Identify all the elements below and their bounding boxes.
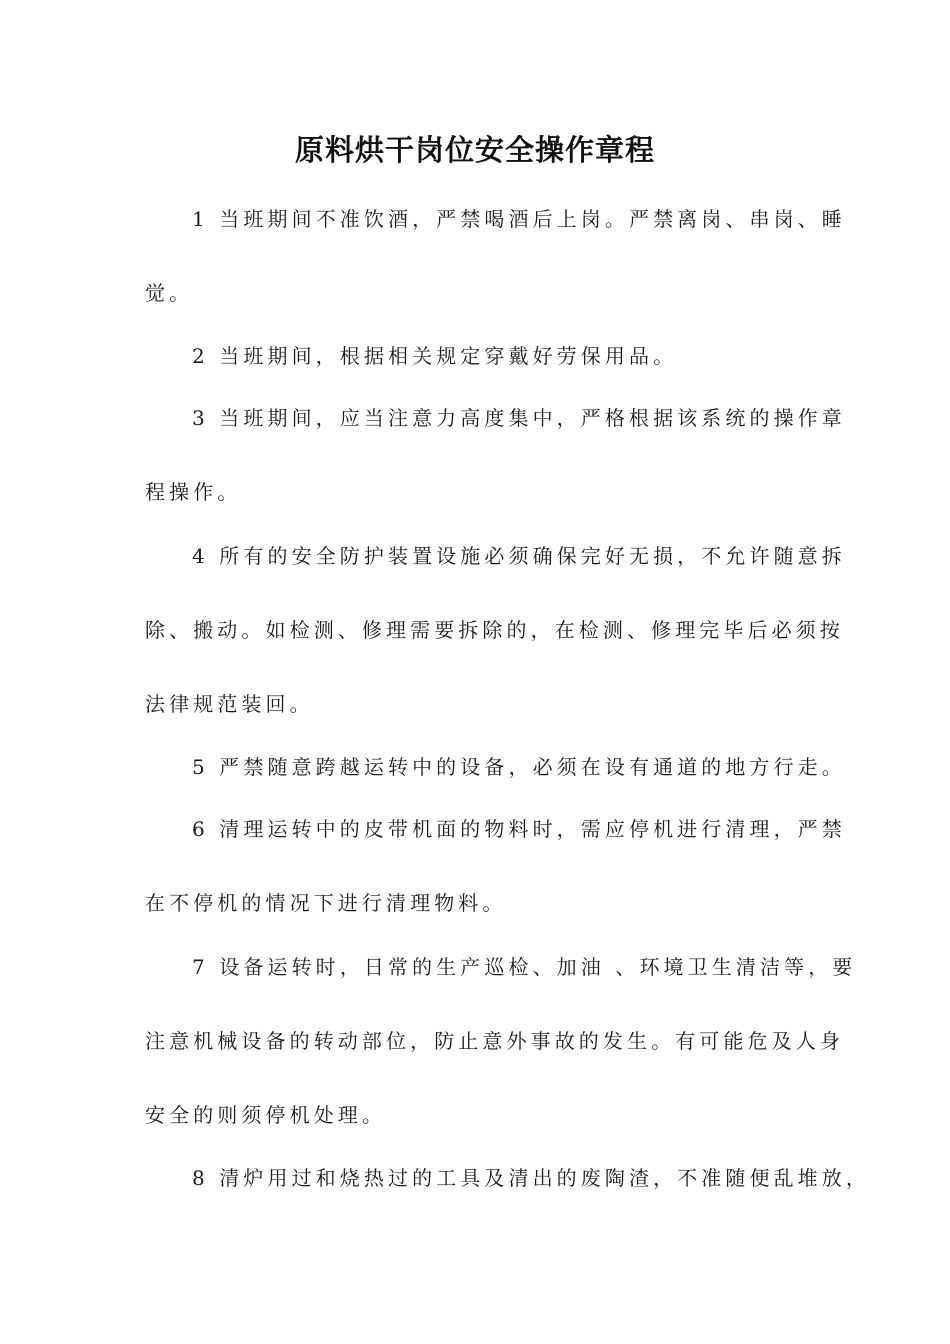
- rule-8-line-1: 8 清炉用过和烧热过的工具及清出的废陶渣，不准随便乱堆放，: [192, 1166, 870, 1190]
- rule-4-line-1: 4 所有的安全防护装置设施必须确保完好无损，不允许随意拆: [192, 544, 846, 568]
- rule-7-line-1: 7 设备运转时，日常的生产巡检、加油 、环境卫生清洁等，要: [192, 955, 857, 979]
- rule-1-line-1: 1 当班期间不准饮酒，严禁喝酒后上岗。严禁离岗、串岗、睡: [192, 207, 846, 231]
- rule-7-line-3: 安全的则须停机处理。: [145, 1103, 386, 1127]
- rule-2-line-1: 2 当班期间，根据相关规定穿戴好劳保用品。: [192, 344, 678, 368]
- rule-4-line-2: 除、搬动。如检测、修理需要拆除的，在检测、修理完毕后必须按: [145, 618, 844, 642]
- rule-3-line-1: 3 当班期间，应当注意力高度集中，严格根据该系统的操作章: [192, 406, 846, 430]
- rule-7-line-2: 注意机械设备的转动部位，防止意外事故的发生。有可能危及人身: [145, 1029, 844, 1053]
- rule-5-line-1: 5 严禁随意跨越运转中的设备，必须在设有通道的地方行走。: [192, 755, 846, 779]
- rule-6-line-2: 在不停机的情况下进行清理物料。: [145, 891, 507, 915]
- document-title: 原料烘干岗位安全操作章程: [294, 133, 655, 167]
- rule-3-line-2: 程操作。: [145, 480, 242, 504]
- rule-1-line-2: 觉。: [145, 281, 194, 305]
- rule-4-line-3: 法律规范装回。: [145, 692, 314, 716]
- rule-6-line-1: 6 清理运转中的皮带机面的物料时，需应停机进行清理，严禁: [192, 817, 846, 841]
